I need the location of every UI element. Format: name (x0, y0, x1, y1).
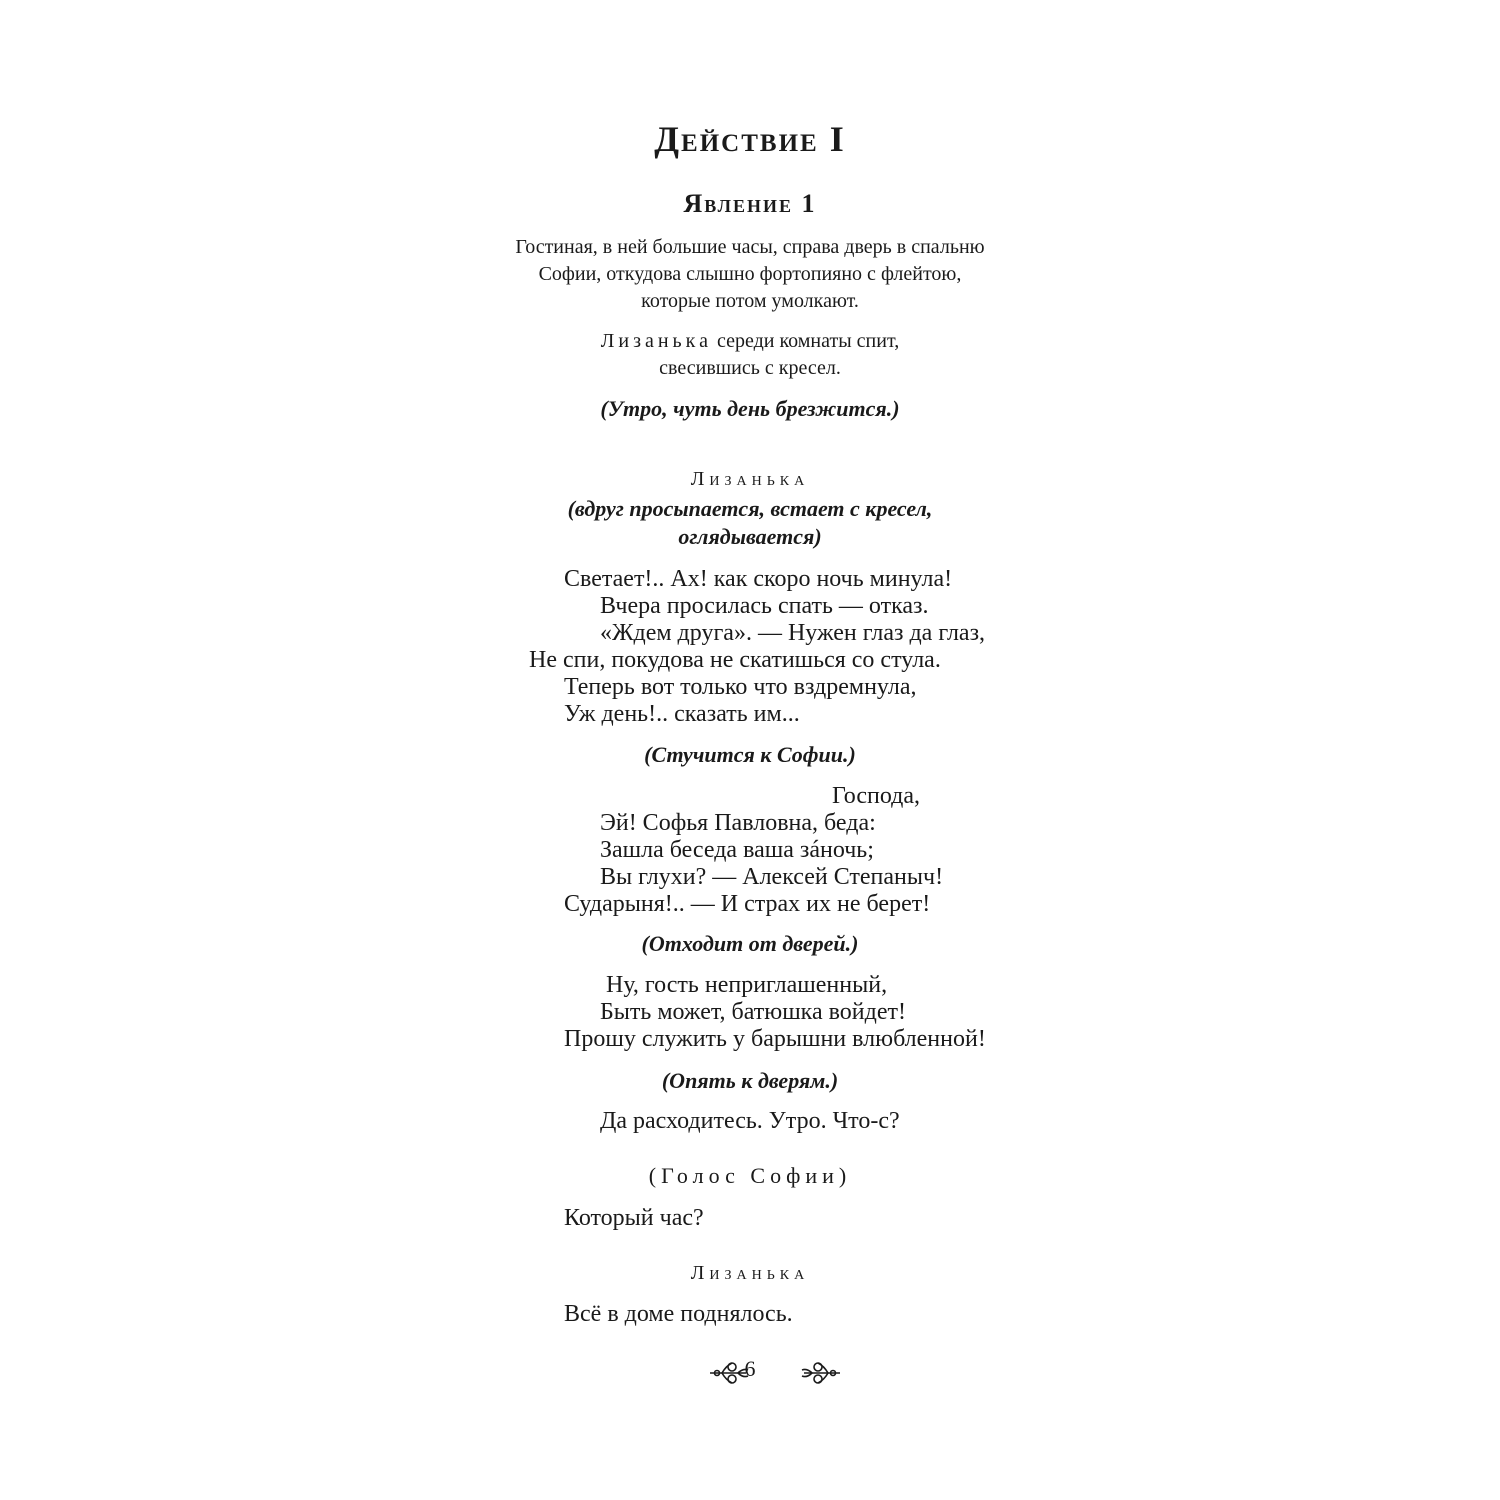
verse-line: Прошу служить у барышни влюбленной! (564, 1026, 986, 1052)
stage-direction: (вдруг просыпается, встает с кресел, (567, 496, 933, 521)
verse-line: Да расходитесь. Утро. Что-с? (600, 1108, 900, 1134)
stage-direction: (Опять к дверям.) (661, 1068, 839, 1093)
intro-text: середи комнаты спит, (716, 330, 900, 352)
voice-direction: (Голос Софии) (648, 1163, 852, 1188)
stage-direction: (Стучится к Софии.) (644, 742, 856, 767)
speaker-name: Лизанька (690, 1262, 810, 1284)
lizanka-intro-line-2: свесившись с кресел. (659, 357, 841, 379)
page-number: 6 (744, 1356, 756, 1381)
scene-title: Явление 1 (683, 189, 817, 218)
verse-line: «Ждем друга». — Нужен глаз да глаз, (600, 620, 986, 646)
verse-line: Который час? (564, 1205, 704, 1231)
verse-line: Вы глухи? — Алексей Степаныч! (600, 864, 944, 890)
verse-line: Всё в доме поднялось. (564, 1301, 793, 1327)
verse-line: Светает!.. Ах! как скоро ночь минула! (564, 566, 953, 592)
verse-line: Господа, (832, 783, 921, 809)
verse-line: Вчера просилась спать — отказ. (600, 593, 929, 619)
character-name: Лизанька (600, 330, 712, 352)
verse-line: Быть может, батюшка войдет! (600, 999, 906, 1025)
verse-line: Уж день!.. сказать им... (564, 701, 800, 727)
stage-direction: (Отходит от дверей.) (641, 931, 859, 956)
verse-line: Ну, гость неприглашенный, (606, 972, 888, 998)
stage-direction: (Утро, чуть день брезжится.) (600, 396, 900, 421)
verse-line: Эй! Софья Павловна, беда: (600, 810, 876, 836)
fleuron-right-ornament (800, 1360, 842, 1386)
act-title: Действие I (654, 119, 846, 159)
verse-line: Зашла беседа ваша зáночь; (600, 837, 874, 863)
setting-line-3: которые потом умолкают. (641, 290, 859, 312)
setting-line-2: Софии, откудова слышно фортопияно с флейтою, (538, 263, 962, 285)
verse-line: Теперь вот только что вздремнула, (564, 674, 917, 700)
stage-direction: оглядывается) (678, 524, 822, 549)
speaker-name: Лизанька (690, 468, 810, 490)
verse-line: Не спи, покудова не скатишься со стула. (529, 647, 941, 673)
setting-line-1: Гостиная, в ней большие часы, справа дверь в спальню (515, 236, 985, 258)
verse-line: Сударыня!.. — И страх их не берет! (564, 891, 931, 917)
lizanka-intro-line-1 (0, 328, 1500, 355)
